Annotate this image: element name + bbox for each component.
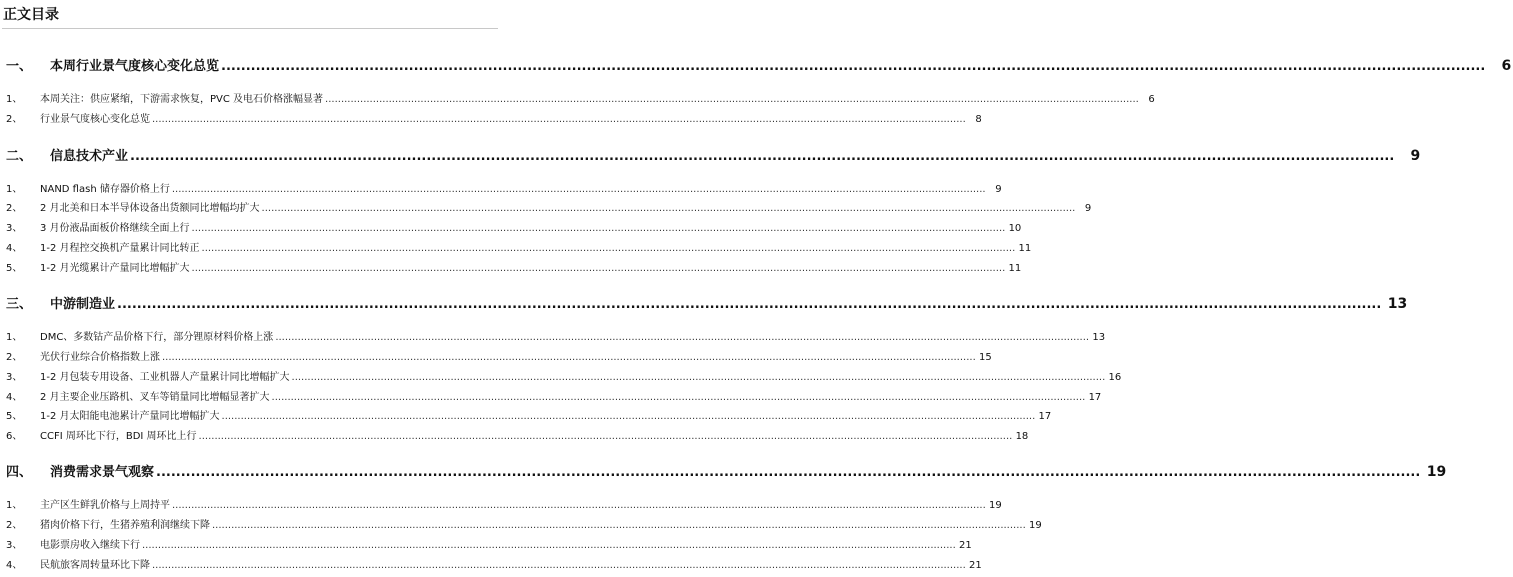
dot-leader: ................................................................................................................................................................................................................................................................ — [191, 223, 1006, 234]
dot-leader: ................................................................................................................................................................................................................................................................ — [261, 203, 1076, 214]
item-title: CCFI 周环比下行，BDI 周环比上行 — [40, 431, 197, 442]
item-number: 1、 — [6, 500, 23, 511]
toc-item[interactable] — [0, 240, 1032, 254]
toc-item[interactable] — [0, 389, 1102, 403]
toc-item[interactable] — [0, 329, 1106, 343]
toc-item[interactable] — [0, 408, 1052, 422]
item-page: 11 — [1008, 263, 1022, 274]
item-title: NAND flash 储存器价格上行 — [40, 184, 170, 195]
section-page: 19 — [1426, 464, 1447, 480]
section-page: 9 — [1410, 148, 1421, 164]
item-page: 21 — [959, 540, 972, 551]
dot-leader: ................................................................................................................................................................................................................................................................ — [271, 392, 1086, 403]
section-number: 二、 — [6, 149, 33, 164]
toc-item[interactable] — [0, 369, 1122, 383]
item-number: 3、 — [6, 372, 23, 383]
item-title: 2 月北美和日本半导体设备出货额同比增幅均扩大 — [40, 203, 260, 214]
item-number: 2、 — [6, 203, 23, 214]
toc-item[interactable] — [0, 111, 982, 125]
item-title: 本周关注：供应紧缩，下游需求恢复，PVC 及电石价格涨幅显著 — [40, 94, 324, 105]
dot-leader: ................................................................................................................................................................................................................................................................ — [172, 500, 986, 511]
toc-item[interactable] — [0, 220, 1022, 234]
toc-item[interactable] — [0, 260, 1022, 274]
item-title: 行业景气度核心变化总览 — [40, 114, 150, 125]
item-page: 10 — [1008, 223, 1022, 234]
item-number: 2、 — [6, 352, 23, 363]
item-number: 4、 — [6, 243, 23, 254]
item-title: DMC、多数钴产品价格下行，部分锂原材料价格上涨 — [40, 332, 274, 343]
item-number: 3、 — [6, 223, 23, 234]
item-number: 5、 — [6, 411, 23, 422]
section-title: 中游制造业 — [50, 297, 116, 312]
item-number: 1、 — [6, 332, 23, 343]
dot-leader: ................................................................................................................................................................................................................................................................ — [191, 263, 1006, 274]
item-page: 9 — [995, 184, 1002, 195]
dot-leader: ................................................................................................................................................................................................................................................................ — [221, 59, 1486, 74]
toc-item[interactable] — [0, 91, 1155, 105]
item-page: 19 — [989, 500, 1002, 511]
item-number: 1、 — [6, 184, 23, 195]
item-title: 电影票房收入继续下行 — [40, 540, 140, 551]
toc-item[interactable] — [0, 200, 1092, 214]
item-number: 1、 — [6, 94, 23, 105]
toc-item[interactable] — [0, 557, 982, 571]
toc-section-1[interactable] — [0, 54, 1512, 74]
dot-leader: ................................................................................................................................................................................................................................................................ — [198, 431, 1013, 442]
dot-leader: ................................................................................................................................................................................................................................................................ — [117, 297, 1382, 312]
item-number: 2、 — [6, 520, 23, 531]
dot-leader: ................................................................................................................................................................................................................................................................ — [221, 411, 1036, 422]
dot-leader: ................................................................................................................................................................................................................................................................ — [201, 243, 1016, 254]
item-number: 5、 — [6, 263, 23, 274]
item-number: 6、 — [6, 431, 23, 442]
dot-leader: ................................................................................................................................................................................................................................................................ — [162, 352, 976, 363]
toc-section-2[interactable] — [0, 144, 1421, 164]
section-page: 13 — [1387, 296, 1408, 312]
toc-item[interactable] — [0, 497, 1002, 511]
item-page: 8 — [975, 114, 982, 125]
item-title: 1-2 月包装专用设备、工业机器人产量累计同比增幅扩大 — [40, 372, 290, 383]
item-page: 19 — [1029, 520, 1042, 531]
item-title: 猪肉价格下行，生猪养殖利润继续下降 — [40, 520, 210, 531]
toc-section-3[interactable] — [0, 292, 1408, 312]
item-number: 4、 — [6, 560, 23, 571]
section-number: 四、 — [6, 465, 33, 480]
page-title: 正文目录 — [3, 7, 59, 23]
dot-leader: ................................................................................................................................................................................................................................................................ — [142, 540, 956, 551]
toc-item[interactable] — [0, 181, 1002, 195]
dot-leader: ................................................................................................................................................................................................................................................................ — [156, 465, 1421, 480]
dot-leader: ................................................................................................................................................................................................................................................................ — [171, 184, 986, 195]
toc-section-4[interactable] — [0, 460, 1447, 480]
item-title: 主产区生鲜乳价格与上周持平 — [40, 500, 170, 511]
item-title: 1-2 月光缆累计产量同比增幅扩大 — [40, 263, 190, 274]
item-page: 21 — [969, 560, 982, 571]
dot-leader: ................................................................................................................................................................................................................................................................ — [275, 332, 1090, 343]
section-title: 信息技术产业 — [50, 149, 129, 164]
section-title: 本周行业景气度核心变化总览 — [50, 59, 220, 74]
toc-item[interactable] — [0, 517, 1042, 531]
item-page: 16 — [1108, 372, 1122, 383]
item-title: 3 月份液晶面板价格继续全面上行 — [40, 223, 190, 234]
section-number: 一、 — [6, 59, 33, 74]
item-number: 3、 — [6, 540, 23, 551]
item-title: 2 月主要企业压路机、叉车等销量同比增幅显著扩大 — [40, 392, 270, 403]
section-page: 6 — [1501, 58, 1512, 74]
toc-item[interactable] — [0, 428, 1029, 442]
title-divider — [2, 28, 498, 29]
item-title: 光伏行业综合价格指数上涨 — [40, 352, 160, 363]
dot-leader: ................................................................................................................................................................................................................................................................ — [212, 520, 1026, 531]
item-page: 15 — [979, 352, 992, 363]
dot-leader: ................................................................................................................................................................................................................................................................ — [291, 372, 1106, 383]
item-number: 2、 — [6, 114, 23, 125]
item-page: 18 — [1015, 431, 1029, 442]
toc-item[interactable] — [0, 537, 972, 551]
section-number: 三、 — [6, 297, 33, 312]
item-title: 1-2 月程控交换机产量累计同比转正 — [40, 243, 200, 254]
toc-item[interactable] — [0, 349, 992, 363]
item-page: 9 — [1084, 203, 1092, 214]
dot-leader: ................................................................................................................................................................................................................................................................ — [152, 560, 966, 571]
dot-leader: ................................................................................................................................................................................................................................................................ — [325, 94, 1139, 105]
dot-leader: ................................................................................................................................................................................................................................................................ — [130, 149, 1395, 164]
item-number: 4、 — [6, 392, 23, 403]
item-page: 11 — [1018, 243, 1032, 254]
item-page: 17 — [1038, 411, 1052, 422]
item-title: 民航旅客周转量环比下降 — [40, 560, 150, 571]
item-page: 17 — [1088, 392, 1102, 403]
dot-leader: ................................................................................................................................................................................................................................................................ — [152, 114, 966, 125]
item-page: 13 — [1092, 332, 1106, 343]
item-page: 6 — [1148, 94, 1155, 105]
section-title: 消费需求景气观察 — [50, 465, 155, 480]
item-title: 1-2 月太阳能电池累计产量同比增幅扩大 — [40, 411, 220, 422]
